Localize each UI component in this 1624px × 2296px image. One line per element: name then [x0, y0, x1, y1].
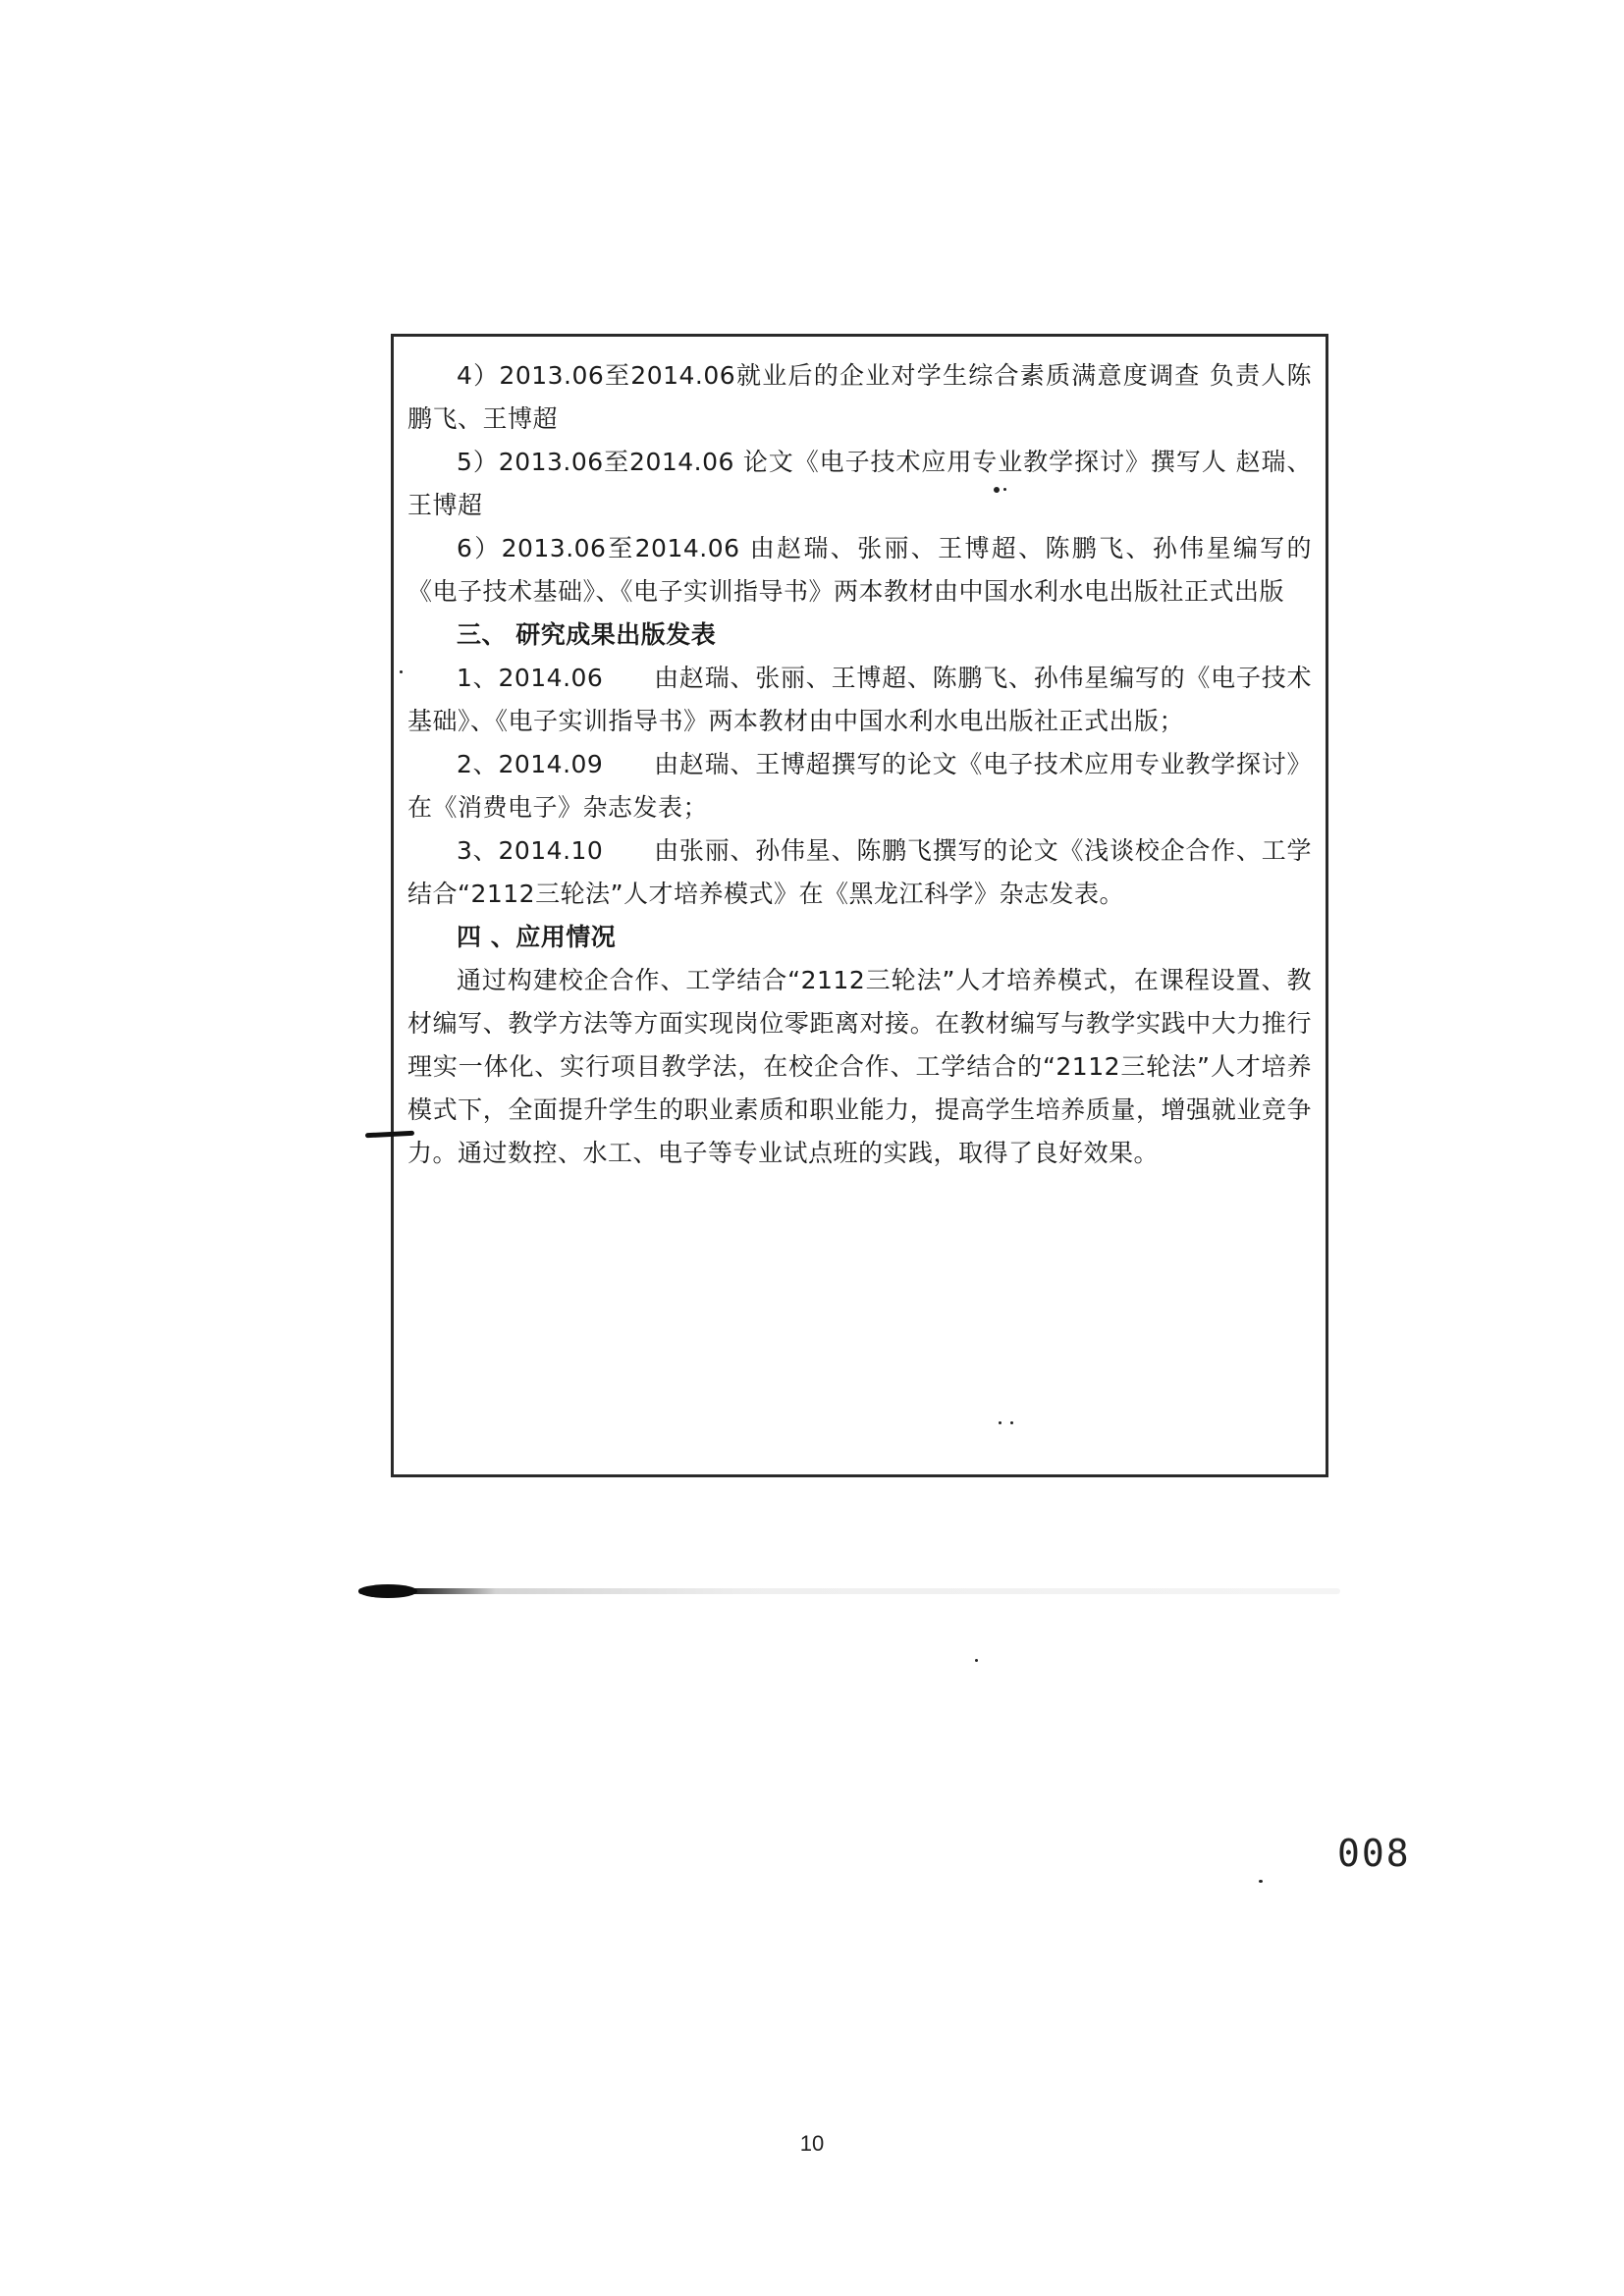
section-heading-application: 四 、应用情况: [457, 923, 617, 951]
paragraph-item-5: 5）2013.06至2014.06 论文《电子技术应用专业教学探讨》撰写人 赵瑞、王博超: [407, 448, 1312, 519]
scan-stroke-blob: [358, 1584, 417, 1598]
scan-speck: [1259, 1880, 1263, 1883]
scan-speck: [1010, 1421, 1013, 1424]
scan-speck: [1003, 488, 1006, 491]
section-heading-results: 三、 研究成果出版发表: [457, 620, 717, 649]
publication-item-3: 3、2014.10 由张丽、孙伟星、陈鹏飞撰写的论文《浅谈校企合作、工学结合“2112三轮法”人才培养模式》在《黑龙江科学》杂志发表。: [407, 836, 1312, 908]
scan-speck: [400, 670, 403, 673]
scan-speck: [994, 487, 1000, 493]
page-number: 10: [799, 2131, 825, 2156]
bordered-content-box: [391, 334, 1328, 1477]
stamp-number: 008: [1337, 1832, 1411, 1875]
application-paragraph: 通过构建校企合作、工学结合“2112三轮法”人才培养模式，在课程设置、教材编写、教学方法等方面实现岗位零距离对接。在教材编写与教学实践中大力推行理实一体化、实行项目教学法，在校企合作、工学结合的“2112三轮法”人才培养模式下，全面提升学生的职业素质和职业能力，提高学生培养质量，增强就业竞争力。通过数控、水工、电子等专业试点班的实践，取得了良好效果。: [407, 966, 1312, 1167]
publication-item-1: 1、2014.06 由赵瑞、张丽、王博超、陈鹏飞、孙伟星编写的《电子技术基础》、《电子实训指导书》两本教材由中国水利水电出版社正式出版；: [407, 664, 1312, 735]
paragraph-item-6: 6）2013.06至2014.06 由赵瑞、张丽、王博超、陈鹏飞、孙伟星编写的《电子技术基础》、《电子实训指导书》两本教材由中国水利水电出版社正式出版: [407, 534, 1312, 606]
scan-speck: [999, 1421, 1001, 1424]
scan-stroke-line: [358, 1588, 1340, 1594]
paragraph-item-4: 4）2013.06至2014.06就业后的企业对学生综合素质满意度调查 负责人陈鹏飞、王博超: [407, 361, 1312, 433]
scan-speck: [975, 1659, 978, 1662]
publication-item-2: 2、2014.09 由赵瑞、王博超撰写的论文《电子技术应用专业教学探讨》在《消费电子》杂志发表；: [407, 750, 1312, 822]
